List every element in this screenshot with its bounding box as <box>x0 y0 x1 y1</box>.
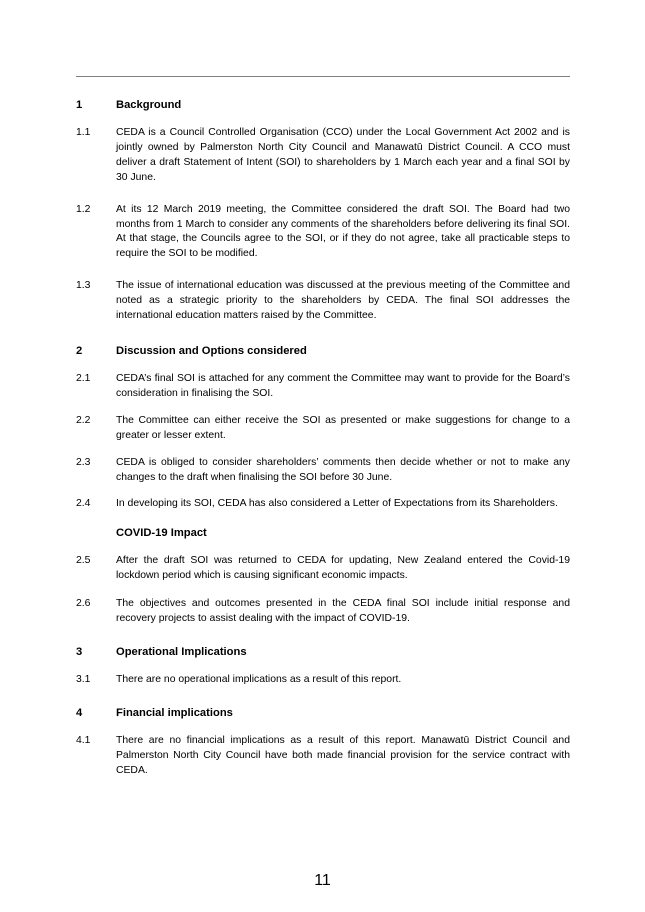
paragraph-text: The Committee can either receive the SOI as presented or make suggestions for change to a greater or lesser extent. <box>116 414 570 441</box>
section-title: Operational Implications <box>116 645 247 658</box>
paragraph-3-1 <box>76 673 570 688</box>
section-title: Background <box>116 99 182 111</box>
section-heading-financial <box>76 706 570 721</box>
paragraph-2-5 <box>76 554 570 584</box>
paragraph-2-4 <box>76 497 570 512</box>
paragraph-text: In developing its SOI, CEDA has also considered a Letter of Expectations from its Shareholders. <box>116 498 558 510</box>
paragraph-number: 2.1 <box>76 372 91 384</box>
page-number: 11 <box>314 872 331 889</box>
paragraph-1-3 <box>76 279 570 324</box>
section-number: 1 <box>76 99 83 111</box>
paragraph-text: At its 12 March 2019 meeting, the Committee considered the draft SOI. The Board had two months from 1 March to consider any comments of the shareholders before delivering its final SOI. At that stage, the Councils agree to the SOI, or if they do not agree, take all practicable steps to require the SOI to be modified. <box>116 203 570 260</box>
report-body <box>76 98 570 779</box>
paragraph-number: 2.2 <box>76 414 91 426</box>
paragraph-2-6 <box>76 597 570 627</box>
paragraph-text: The issue of international education was discussed at the previous meeting of the Committee and noted as a strategic priority to the shareholders by CEDA. The final SOI addresses the international education matters raised by the Committee. <box>116 280 570 322</box>
section-heading-discussion <box>76 344 570 359</box>
section-number: 2 <box>76 344 83 357</box>
paragraph-text: There are no financial implications as a result of this report. Manawatū District Council and Palmerston North City Council have both made financial provision for the service contract with CEDA. <box>116 734 570 776</box>
paragraph-text: The objectives and outcomes presented in the CEDA final SOI include initial response and recovery projects to assist dealing with the impact of COVID-19. <box>116 598 570 625</box>
paragraph-2-1 <box>76 372 570 402</box>
paragraph-number: 2.3 <box>76 456 91 468</box>
header-rule <box>76 76 570 77</box>
paragraph-number: 1.1 <box>76 127 91 138</box>
paragraph-1-2 <box>76 203 570 263</box>
paragraph-number: 1.3 <box>76 280 91 292</box>
paragraph-text: CEDA is obliged to consider shareholders’ comments then decide whether or not to make any changes to the draft when finalising the SOI before 30 June. <box>116 456 570 483</box>
paragraph-number: 1.2 <box>76 203 91 215</box>
section-title: Financial implications <box>116 706 233 719</box>
paragraph-text: There are no operational implications as a result of this report. <box>116 673 402 685</box>
paragraph-4-1 <box>76 734 570 779</box>
paragraph-number: 3.1 <box>76 673 91 685</box>
section-title: Discussion and Options considered <box>116 344 307 357</box>
section-heading-background <box>76 98 570 113</box>
section-number: 3 <box>76 645 83 658</box>
section-number: 4 <box>76 706 83 719</box>
paragraph-number: 4.1 <box>76 734 91 746</box>
paragraph-number: 2.4 <box>76 498 91 510</box>
paragraph-1-1 <box>76 126 570 186</box>
subheading-covid-impact: COVID-19 Impact <box>116 527 207 540</box>
paragraph-text: CEDA is a Council Controlled Organisation (CCO) under the Local Government Act 2002 and is jointly owned by Palmerston North City Council and Manawatū District Council. A CCO must deliver a draft Statement of Intent (SOI) to shareholders by 1 March each year and a final SOI by 30 June. <box>116 127 570 183</box>
section-heading-operational <box>76 645 570 660</box>
paragraph-number: 2.5 <box>76 555 91 567</box>
paragraph-number: 2.6 <box>76 598 91 610</box>
paragraph-2-3 <box>76 456 570 486</box>
paragraph-2-2 <box>76 414 570 444</box>
paragraph-text: After the draft SOI was returned to CEDA for updating, New Zealand entered the Covid-19 lockdown period which is causing significant economic impacts. <box>116 555 570 582</box>
paragraph-text: CEDA’s final SOI is attached for any comment the Committee may want to provide for the Board’s consideration in finalising the SOI. <box>116 372 570 399</box>
